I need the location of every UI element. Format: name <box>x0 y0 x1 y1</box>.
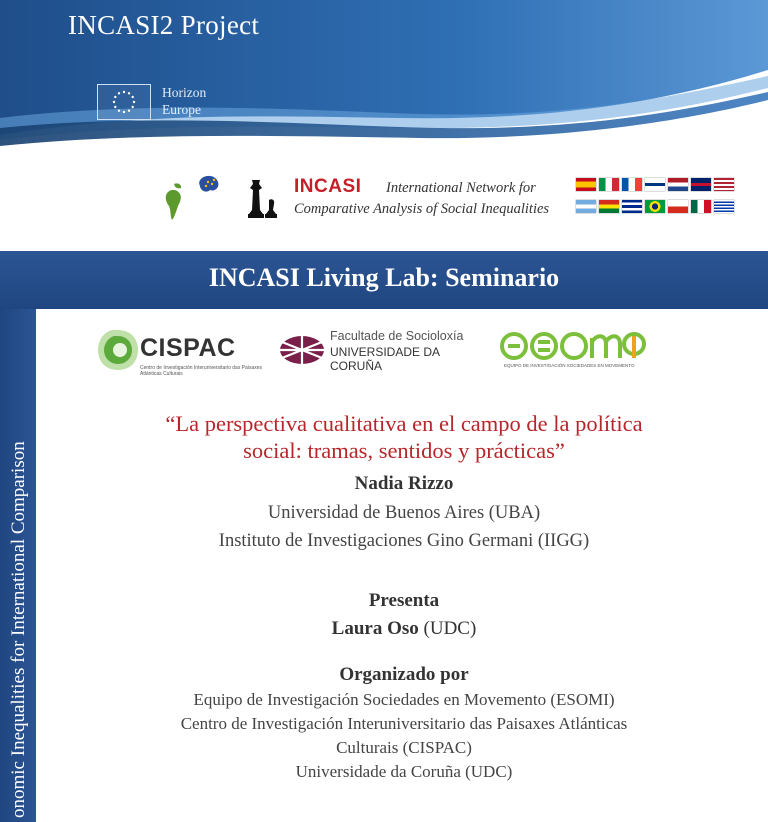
cuba-flag-icon <box>622 200 642 213</box>
presenter-heading: Presenta <box>368 590 440 611</box>
seminar-title-bar <box>0 251 768 309</box>
argentina-flag-icon <box>576 200 596 213</box>
speaker-affiliation-2: Instituto de Investigaciones Gino Germani (IIGG) <box>218 531 590 551</box>
esomi-subtitle: EQUIPO DE INVESTIGACIÓN SOCIEDADES EN MOVEMENTO <box>504 363 635 368</box>
finland-flag-icon <box>645 178 665 191</box>
bolivia-flag-icon <box>599 200 619 213</box>
brazil-flag-icon <box>645 200 665 213</box>
side-strip-text: onomic Inequalities for International Comparison <box>8 441 29 818</box>
flags-row-europe-usa <box>576 178 762 191</box>
organizer-line-3: Culturais (CISPAC) <box>336 738 472 757</box>
network-name-line2: Comparative Analysis of Social Inequalities <box>294 201 550 217</box>
italy-flag-icon <box>599 178 619 191</box>
organizer-line-1: Equipo de Investigación Sociedades en Movemento (ESOMI) <box>193 690 615 709</box>
network-name-line1: International Network for <box>386 180 536 196</box>
presenter-line <box>40 618 768 640</box>
incasi-acronym: INCASI <box>294 176 362 197</box>
france-flag-icon <box>622 178 642 191</box>
top-banner <box>0 0 768 150</box>
eu-flag-icon <box>97 84 151 120</box>
esomi-logo <box>498 330 648 374</box>
speaker-affiliation-1: Universidad de Buenos Aires (UBA) <box>267 503 541 523</box>
talk-title-line1: “La perspectiva cualitativa en el campo de la política <box>165 411 643 436</box>
project-title: INCASI2 Project <box>68 10 260 40</box>
talk-title-line2: social: tramas, sentidos y prácticas” <box>243 438 565 463</box>
cispac-name: CISPAC <box>140 334 236 362</box>
presenter-affiliation: (UDC) <box>418 618 477 639</box>
cispac-emblem-icon <box>96 328 140 372</box>
speaker-name: Nadia Rizzo <box>354 473 454 494</box>
seminar-title: INCASI Living Lab: Seminario <box>208 263 560 292</box>
incasi-network-logo <box>154 170 764 226</box>
organizer-line-4: Universidade da Coruña (UDC) <box>295 762 513 781</box>
left-side-strip <box>0 309 36 822</box>
usa-flag-icon <box>714 178 734 191</box>
europe-line: Europe <box>162 102 201 117</box>
udc-university: UNIVERSIDADE DA CORUÑA <box>330 345 440 373</box>
udc-emblem-icon <box>278 332 326 368</box>
esomi-wordmark-icon <box>498 330 648 364</box>
organizer-line-2: Centro de Investigación Interuniversitario das Paisaxes Atlánticas <box>180 714 628 733</box>
cispac-logo <box>96 324 266 380</box>
uruguay-flag-icon <box>714 200 734 213</box>
talk-title <box>40 410 768 464</box>
uk-flag-icon <box>691 178 711 191</box>
horizon-europe-label <box>162 84 206 118</box>
udc-sociology-logo <box>278 328 478 372</box>
netherlands-flag-icon <box>668 178 688 191</box>
world-map-icon <box>154 170 238 222</box>
spain-flag-icon <box>576 178 596 191</box>
chess-pieces-icon <box>242 174 282 220</box>
presenter-name: Laura Oso <box>331 618 419 639</box>
horizon-line: Horizon <box>162 85 207 100</box>
chile-flag-icon <box>668 200 688 213</box>
udc-faculty: Facultade de Socioloxía <box>330 329 464 343</box>
flags-row-latam <box>576 200 762 213</box>
mexico-flag-icon <box>691 200 711 213</box>
country-flags <box>576 178 762 222</box>
cispac-subtitle: Centro de Investigación Interuniversitario das Paisaxes Atlánticas Culturais <box>140 365 263 377</box>
organizers-heading: Organizado por <box>339 664 469 685</box>
